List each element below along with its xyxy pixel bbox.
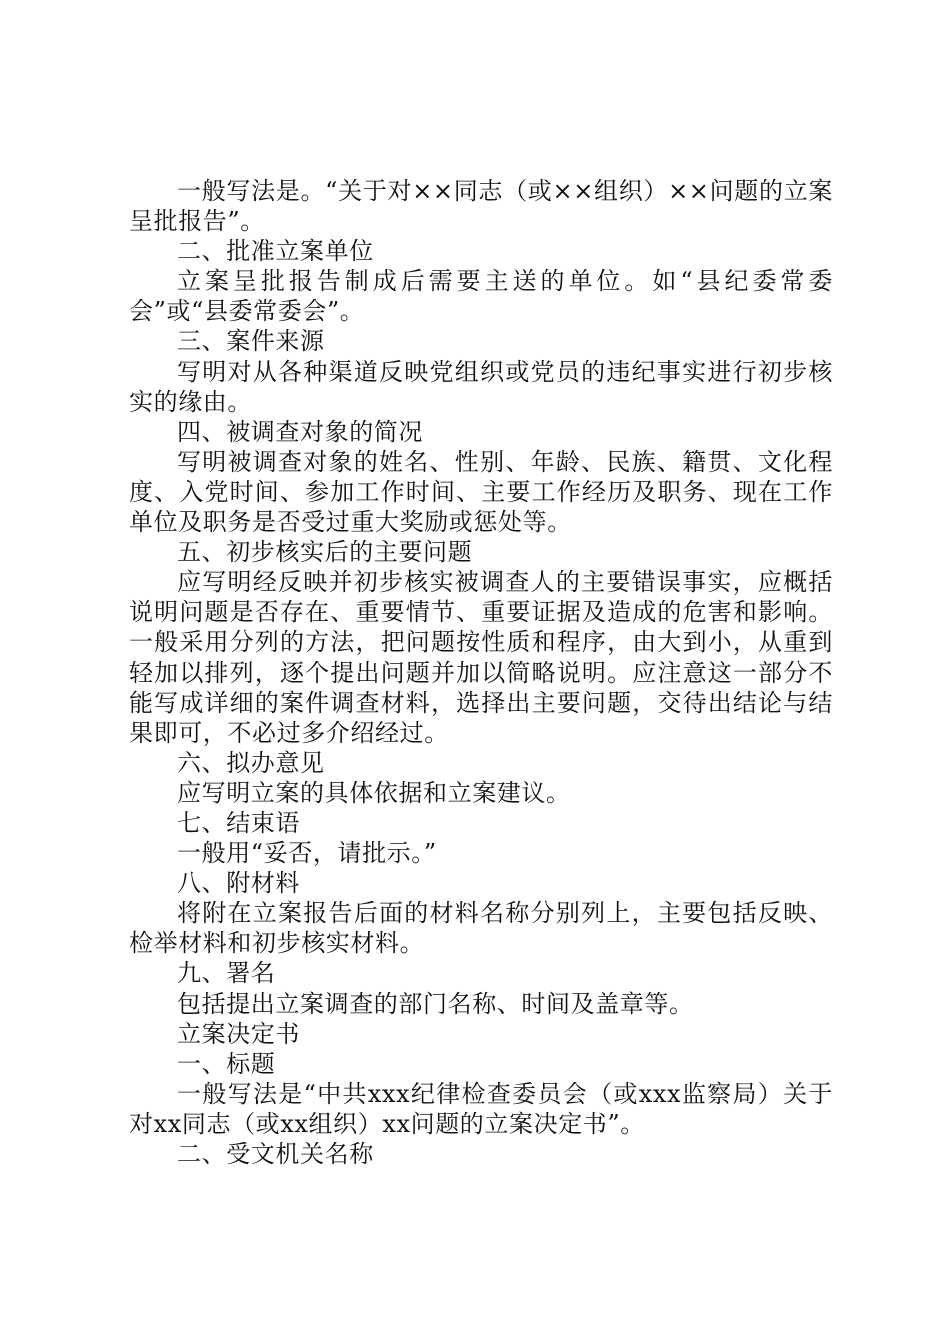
document-body — [129, 176, 833, 1169]
section-heading: 六、拟办意见 — [177, 748, 325, 777]
section-heading: 二、受文机关名称 — [177, 1140, 374, 1168]
section-heading: 七、结束语 — [177, 808, 300, 837]
paragraph: 应写明经反映并初步核实被调查人的主要错误事实，应概括说明问题是否存在、重要情节、重要证据及造成的危害和影响。一般采用分列的方法，把问题按性质和程序，由大到小，从重到轻加以排列，逐个提出问题并加以简略说明。应注意这一部分不能写成详细的案件调查材料，选择出主要问题，交待出结论与结果即可，不必过多介绍经过。 — [129, 568, 833, 747]
paragraph: 一般写法是“中共xxx纪律检查委员会（或xxx监察局）关于对xx同志（或xx组织）xx问题的立案决定书”。 — [129, 1079, 833, 1138]
section-heading: 五、初步核实后的主要问题 — [177, 538, 473, 567]
paragraph: 将附在立案报告后面的材料名称分别列上，主要包括反映、检举材料和初步核实材料。 — [129, 899, 833, 958]
section-heading: 九、署名 — [177, 959, 276, 988]
document-subtitle: 立案决定书 — [177, 1019, 300, 1048]
paragraph: 应写明立案的具体依据和立案建议。 — [177, 778, 571, 807]
section-heading: 三、案件来源 — [177, 327, 325, 356]
paragraph: 一般写法是。“关于对××同志（或××组织）××问题的立案呈批报告”。 — [129, 177, 833, 236]
section-heading: 四、被调查对象的简况 — [177, 417, 423, 446]
paragraph: 立案呈批报告制成后需要主送的单位。如“县纪委常委会”或“县委常委会”。 — [129, 267, 833, 326]
section-heading: 二、批准立案单位 — [177, 237, 374, 266]
paragraph: 一般用“妥否，请批示。” — [177, 839, 437, 868]
section-heading: 八、附材料 — [177, 869, 300, 898]
paragraph: 包括提出立案调查的部门名称、时间及盖章等。 — [177, 989, 694, 1018]
paragraph: 写明对从各种渠道反映党组织或党员的违纪事实进行初步核实的缘由。 — [129, 357, 833, 416]
paragraph: 写明被调查对象的姓名、性别、年龄、民族、籍贯、文化程度、入党时间、参加工作时间、主要工作经历及职务、现在工作单位及职务是否受过重大奖励或惩处等。 — [129, 447, 833, 537]
section-heading: 一、标题 — [177, 1049, 276, 1078]
